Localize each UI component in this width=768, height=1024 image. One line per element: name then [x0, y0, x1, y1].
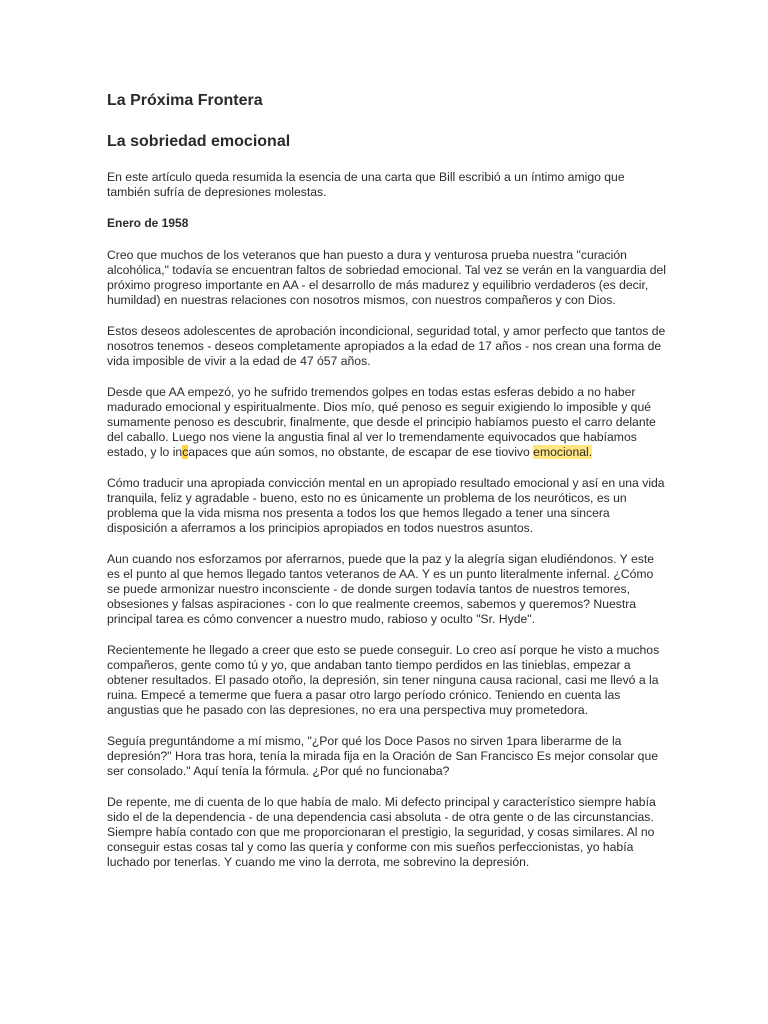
body-paragraph-3 [107, 385, 667, 460]
document-subtitle: La sobriedad emocional [107, 133, 291, 150]
body-paragraph-8: De repente, me di cuenta de lo que había de malo. Mi defecto principal y característico siempre había sido el de la dependencia - de una dependencia casi absoluta - de otra gente o de las circunstancias. Siempre había contado con que me proporcionaran el prestigio, la seguridad, y cosas similares. Al no conseguir estas cosas tal y como las quería y conforme con mis sueños perfeccionistas, yo había luchado por tenerlas. Y cuando me vino la derrota, me sobrevino la depresión. [107, 795, 656, 869]
body-paragraph-2: Estos deseos adolescentes de aprobación incondicional, seguridad total, y amor perfecto que tantos de nosotros tenemos - deseos completamente apropiados a la edad de 17 años - nos crean una forma de vida imposible de vivir a la edad de 47 ó57 años. [107, 324, 666, 368]
paragraph-3-text-b: apaces que aún somos, no obstante, de escapar de ese tiovivo [188, 445, 534, 459]
body-paragraph-1: Creo que muchos de los veteranos que han puesto a dura y venturosa prueba nuestra "curación alcohólica," todavía se encuentran faltos de sobriedad emocional. Tal vez se verán en la vanguardia del próximo progreso importante en AA - el desarrollo de más madurez y equilibrio verdaderos (es decir, humildad) en nuestras relaciones con nosotros mismos, con nuestros compañeros y con Dios. [107, 248, 666, 307]
date-heading: Enero de 1958 [107, 216, 189, 230]
document-page [107, 90, 667, 886]
text-cursor-mark: c [182, 445, 189, 459]
body-paragraph-5: Aun cuando nos esforzamos por aferrarnos, puede que la paz y la alegría sigan eludiéndonos. Y este es el punto al que hemos llegado tantos veteranos de AA. Y es un punto literalmente infernal. ¿Cómo se puede armonizar nuestro inconsciente - de donde surgen todavía tantos de nuestros temores, obsesiones y falsas aspiraciones - con lo que realmente creemos, sabemos y queremos? Nuestra principal tarea es cómo convencer a nuestro mudo, rabioso y oculto "Sr. Hyde". [107, 552, 654, 626]
document-title: La Próxima Frontera [107, 92, 263, 109]
paragraph-3-text-a: Desde que AA empezó, yo he sufrido tremendos golpes en todas estas esferas debido a no haber madurado emocional y espiritualmente. Dios mío, qué penoso es seguir exigiendo lo imposible y qué sumamente penoso es descubrir, finalmente, que desde el principio habíamos puesto el carro delante del caballo. Luego nos viene la angustia final al ver lo tremendamente equivocados que habíamos estado, y lo in [107, 385, 656, 459]
highlighted-text[interactable]: emocional. [533, 445, 593, 459]
body-paragraph-6: Recientemente he llegado a creer que esto se puede conseguir. Lo creo así porque he visto a muchos compañeros, gente como tú y yo, que andaban tanto tiempo perdidos en las tinieblas, empezar a obtener resultados. El pasado otoño, la depresión, sin tener ninguna causa racional, casi me llevó a la ruina. Empecé a temerme que fuera a pasar otro largo período crónico. Teniendo en cuenta las angustias que he pasado con las depresiones, no era una perspectiva muy prometedora. [107, 643, 660, 717]
body-paragraph-4: Cómo traducir una apropiada convicción mental en un apropiado resultado emocional y así en una vida tranquila, feliz y agradable - bueno, esto no es únicamente un problema de los neuróticos, es un problema que la vida misma nos presenta a todos los que hemos llegado a tener una sincera disposición a aferramos a los principios apropiados en todos nuestros asuntos. [107, 476, 665, 535]
intro-paragraph: En este artículo queda resumida la esencia de una carta que Bill escribió a un íntimo amigo que también sufría de depresiones molestas. [107, 170, 625, 199]
body-paragraph-7: Seguía preguntándome a mí mismo, "¿Por qué los Doce Pasos no sirven 1para liberarme de la depresión?" Hora tras hora, tenía la mirada fija en la Oración de San Francisco Es mejor consolar que ser consolado." Aquí tenía la fórmula. ¿Por qué no funcionaba? [107, 734, 659, 778]
